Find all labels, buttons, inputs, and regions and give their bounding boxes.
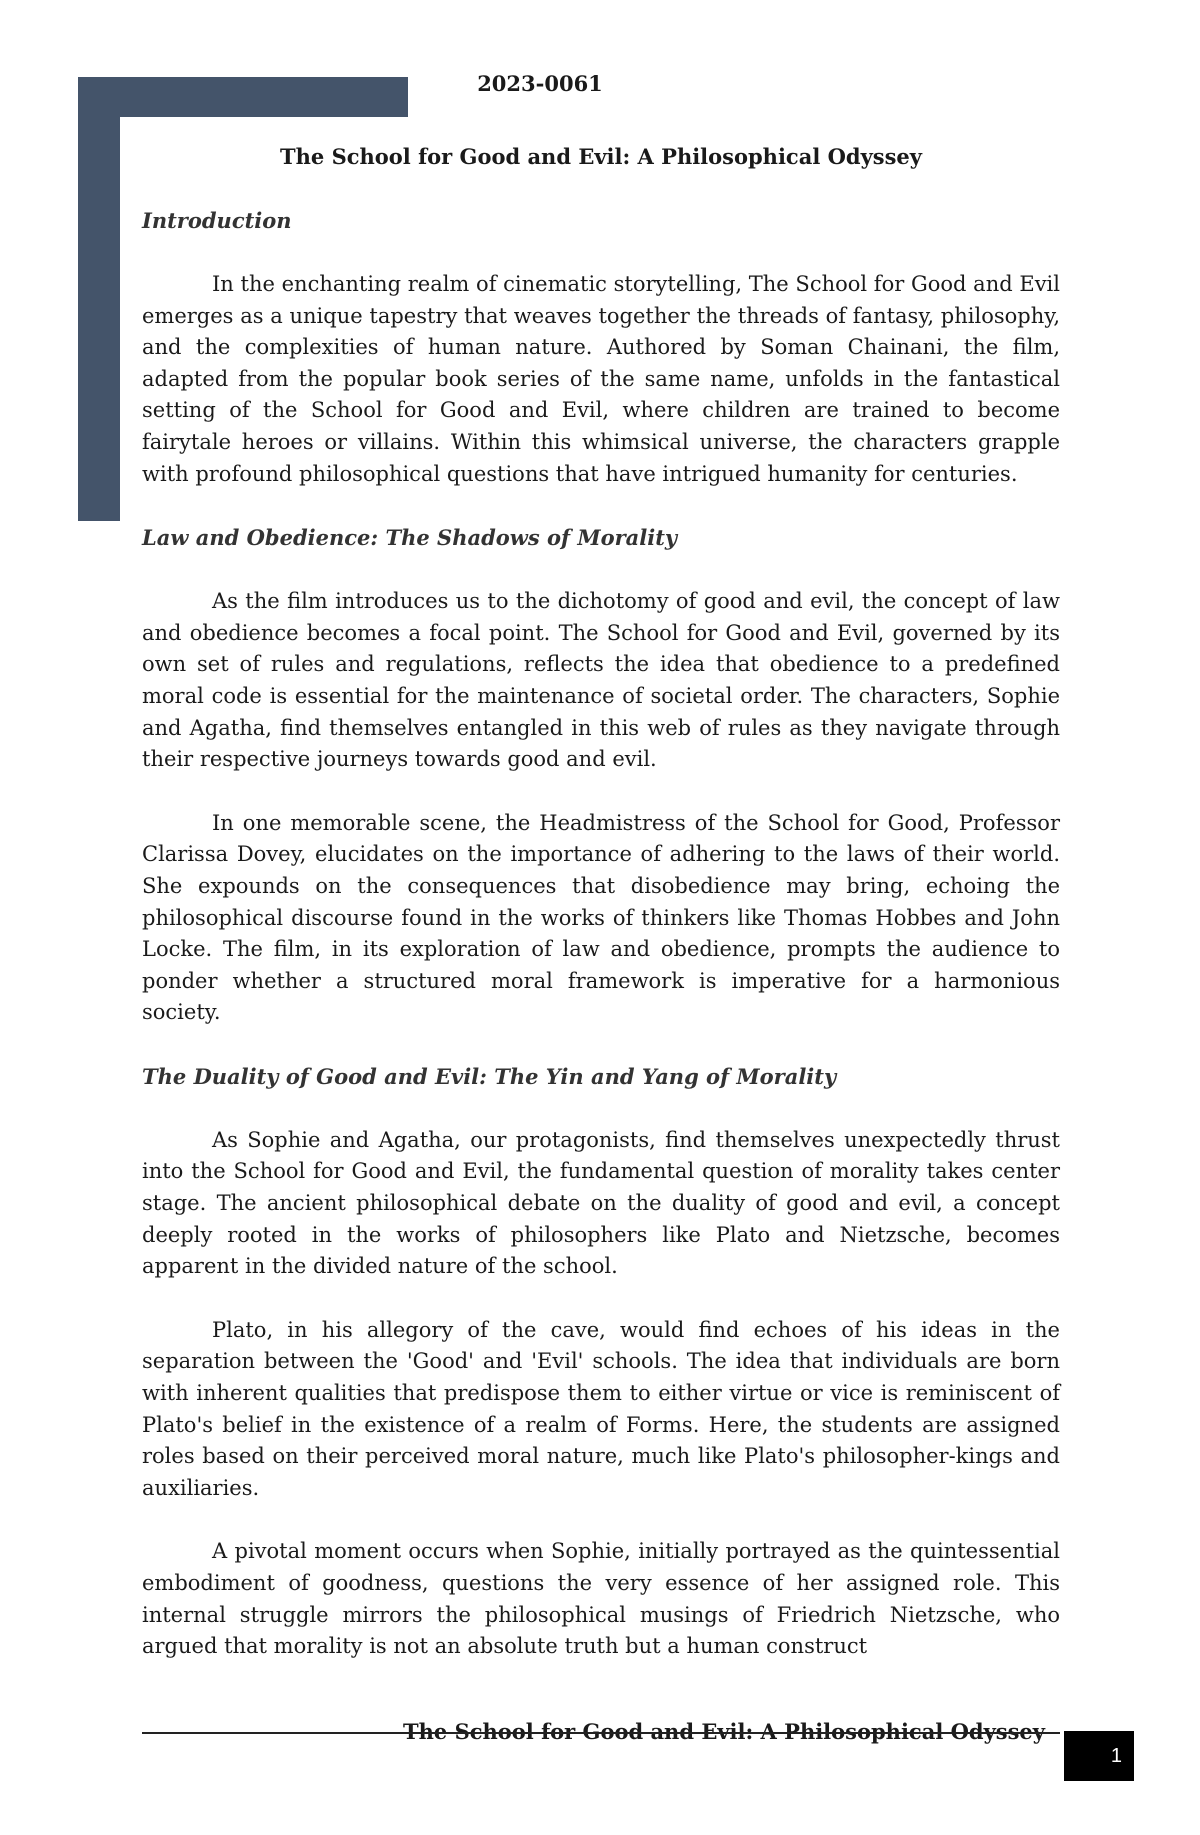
footer-title: The School for Good and Evil: A Philosophical Odyssey	[403, 1719, 1045, 1744]
section-heading: Law and Obedience: The Shadows of Morality	[142, 525, 678, 551]
paragraph: A pivotal moment occurs when Sophie, initially portrayed as the quintessential embodiment of goodness, questions the very essence of her assigned role. This internal struggle mirrors the philosophical musings of Friedrich Nietzsche, who argued that morality is not an absolute truth but a human construct	[142, 1539, 1060, 1659]
section-heading: The Duality of Good and Evil: The Yin and Yang of Morality	[142, 1063, 837, 1089]
paragraph: As the film introduces us to the dichotomy of good and evil, the concept of law and obedience becomes a focal point. The School for Good and Evil, governed by its own set of rules and regulations, reflects the idea that obedience to a predefined moral code is essential for the maintenance of societal order. The characters, Sophie and Agatha, find themselves entangled in this web of rules as they navigate through their respective journeys towards good and evil.	[142, 589, 1060, 772]
paragraph: As Sophie and Agatha, our protagonists, find themselves unexpectedly thrust into the School for Good and Evil, the fundamental question of morality takes center stage. The ancient philosophical debate on the duality of good and evil, a concept deeply rooted in the works of philosophers like Plato and Nietzsche, becomes apparent in the divided nature of the school.	[142, 1127, 1060, 1279]
document-code: 2023-0061	[477, 71, 603, 96]
document-title: The School for Good and Evil: A Philosophical Odyssey	[280, 144, 922, 169]
footer-rule	[142, 1732, 1060, 1734]
section-law-and-obedience	[142, 522, 1060, 1029]
section-heading: Introduction	[142, 208, 292, 233]
corner-accent-left	[78, 77, 120, 521]
paragraph: In the enchanting realm of cinematic storytelling, The School for Good and Evil emerges as a unique tapestry that weaves together the threads of fantasy, philosophy, and the complexities of human nature. Authored by Soman Chainani, the film, adapted from the popular book series of the same name, unfolds in the fantastical setting of the School for Good and Evil, where children are trained to become fairytale heroes or villains. Within this whimsical universe, the characters grapple with profound philosophical questions that have intrigued humanity for centuries.	[142, 272, 1060, 486]
section-introduction	[142, 205, 1060, 490]
page-number: 1	[1064, 1731, 1134, 1781]
paragraph: Plato, in his allegory of the cave, would find echoes of his ideas in the separation between the 'Good' and 'Evil' schools. The idea that individuals are born with inherent qualities that predispose them to either virtue or vice is reminiscent of Plato's belief in the existence of a realm of Forms. Here, the students are assigned roles based on their perceived moral nature, much like Plato's philosopher-kings and auxiliaries.	[142, 1317, 1060, 1500]
paragraph: In one memorable scene, the Headmistress of the School for Good, Professor Clarissa Dovey, elucidates on the importance of adhering to the laws of their world. She expounds on the consequences that disobedience may bring, echoing the philosophical discourse found in the works of thinkers like Thomas Hobbes and John Locke. The film, in its exploration of law and obedience, prompts the audience to ponder whether a structured moral framework is imperative for a harmonious society.	[142, 810, 1060, 1025]
document-body	[142, 205, 1060, 1695]
section-duality-of-good-and-evil	[142, 1061, 1060, 1663]
